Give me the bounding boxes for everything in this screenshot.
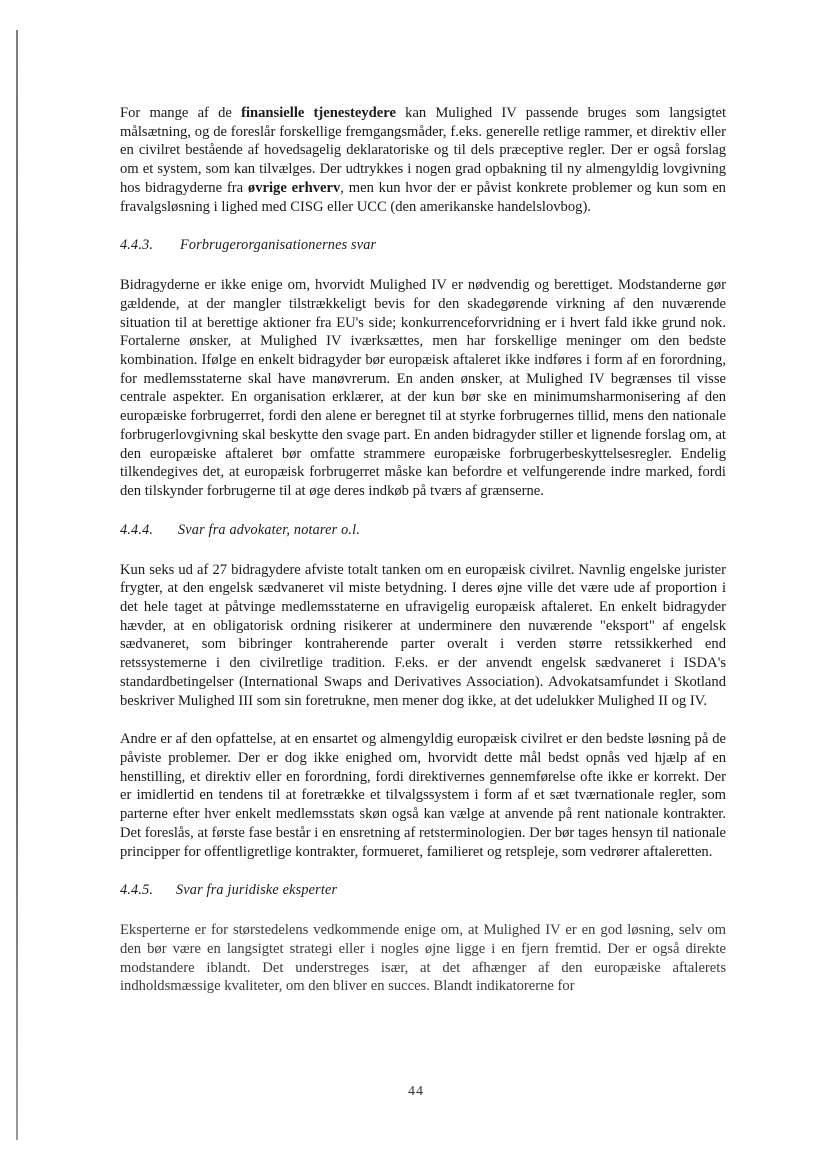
- document-page: [120, 104, 726, 996]
- section-number: 4.4.3.: [120, 237, 154, 254]
- page-number: 44: [408, 1084, 424, 1099]
- text-run: , men kun hvor der er påvist konkrete problemer og kun som en fravalgsløsning i lighed med CISG eller UCC (den amerikanske handelslovbog).: [120, 179, 726, 215]
- paragraph-consumer-organisations: Bidragyderne er ikke enige om, hvorvidt Mulighed IV er nødvendig og berettiget. Modstanderne gør gældende, at der mangler tilstrækkeligt bevis for den skadegørende virkning af den nuværende situation til at berettige aktioner fra EU's side; konkurrenceforvridning er i hvert fald ikke grund nok. Fortalerne ønsker, at Mulighed IV iværksættes, men har forskellige meninger om den bedste kombination. Ifølge en enkelt bidragyder bør europæisk aftaleret ikke indføres i form af en forordning, for medlemsstaterne skal have manøvrerum. En anden ønsker, at Mulighed IV begrænses til visse centrale aspekter. En organisation erklærer, at der kun bør ske en minimumsharmonisering af den europæiske forbrugerret, fordi den alene er beregnet til at styrke forbrugernes tillid, mens den nationale forbrugerlovgivning skal beskytte den svage part. En anden bidragyder stiller et lignende forslag om, at den europæiske aftaleret bør omfatte strammere europæiske forbrugerbeskyttelsesregler. Endelig tilkendegives det, at europæisk forbrugerret måske kan befordre et velfungerende indre marked, fordi den tilskynder forbrugerne til at øge deres indkøb på tværs af grænserne.: [120, 277, 726, 499]
- section-number: 4.4.4.: [120, 521, 154, 538]
- paragraph-lawyers-notaries: Kun seks ud af 27 bidragydere afviste totalt tanken om en europæisk civilret. Navnlig engelske jurister frygter, at den engelsk sædvaneret vil miste betydning. I deres øjne ville det være ude af proportion i det hele taget at påtvinge medlemsstaterne en ufravigelig europæisk aftaleret. En enkelt bidragyder hævder, at en obligatorisk ordning risikerer at underminere den nuværende "eksport" af engelsk sædvaneret, som bibringer kontraherende parter overalt i verden større retssikkerhed end retssystemerne i den civilretlige tradition. F.eks. er der anvendt engelsk sædvaneret i ISDA's standardbetingelser (International Swaps and Derivatives Association). Advokatsamfundet i Skotland beskriver Mulighed III som sin foretrukne, men mener dog ikke, at det udelukker Mulighed II og IV.: [120, 561, 726, 709]
- section-number: 4.4.5.: [120, 882, 154, 899]
- section-title: Svar fra juridiske eksperter: [176, 882, 338, 899]
- paragraph-financial-service-providers: [120, 104, 726, 216]
- text-run: For mange af de: [120, 105, 242, 121]
- bold-term: øvrige erhverv: [247, 179, 341, 196]
- section-heading-4-4-4: [120, 521, 726, 539]
- section-title: Svar fra advokater, notarer o.l.: [178, 521, 361, 538]
- section-title: Forbrugerorganisationernes svar: [180, 237, 377, 254]
- section-heading-4-4-5: [120, 881, 726, 899]
- paragraph-legal-experts: Eksperterne er for størstedelens vedkommende enige om, at Mulighed IV er en god løsning, selv om den bør være en langsigtet strategi eller i nogles øjne ligge i en fjern fremtid. Der er også direkte modstandere iblandt. Det understreges især, at det afhænger af den europæiske aftalerets indholdsmæssige kvaliteter, om den bliver en succes. Blandt indikatorerne for: [120, 922, 726, 995]
- section-heading-4-4-3: [120, 236, 726, 254]
- paragraph-other-opinions: Andre er af den opfattelse, at en ensartet og almengyldig europæisk civilret er den bedste løsning på de påviste problemer. Der er dog ikke enighed om, hvorvidt dette mål bedst opnås ved hjælp af en henstilling, et direktiv eller en forordning, fordi direktivernes gennemførelse ofte ikke er korrekt. Der er imidlertid en tendens til at foretrække et tilvalgssystem i form af et sæt tværnationale regler, som parterne efter hver enkelt medlemsstats skøn også kan vælge at anvende på rent nationale kontrakter. Det foreslås, at første fase består i en ensretning af retsterminologien. Der bør tages hensyn til nationale principper for offentligretlige kontrakter, formueret, familieret og retspleje, som vedrører aftaleretten.: [120, 731, 726, 860]
- scan-edge-line: [16, 30, 18, 1140]
- bold-term: finansielle tjenesteydere: [241, 105, 396, 121]
- text-run: kan Mulighed IV passende bruges som langsigtet målsætning, og de foreslår forskellige fremgangsmåder, f.eks. generelle retlige rammer, et direktiv eller en civilret bestående af hovedsagelig deklaratoriske og til dels præceptive regler. Der er også forslag om et system, som kan tilvælges. Der udtrykkes i nogen grad opbakning til ny almengyldig lovgivning hos bidragyderne fra: [120, 105, 727, 196]
